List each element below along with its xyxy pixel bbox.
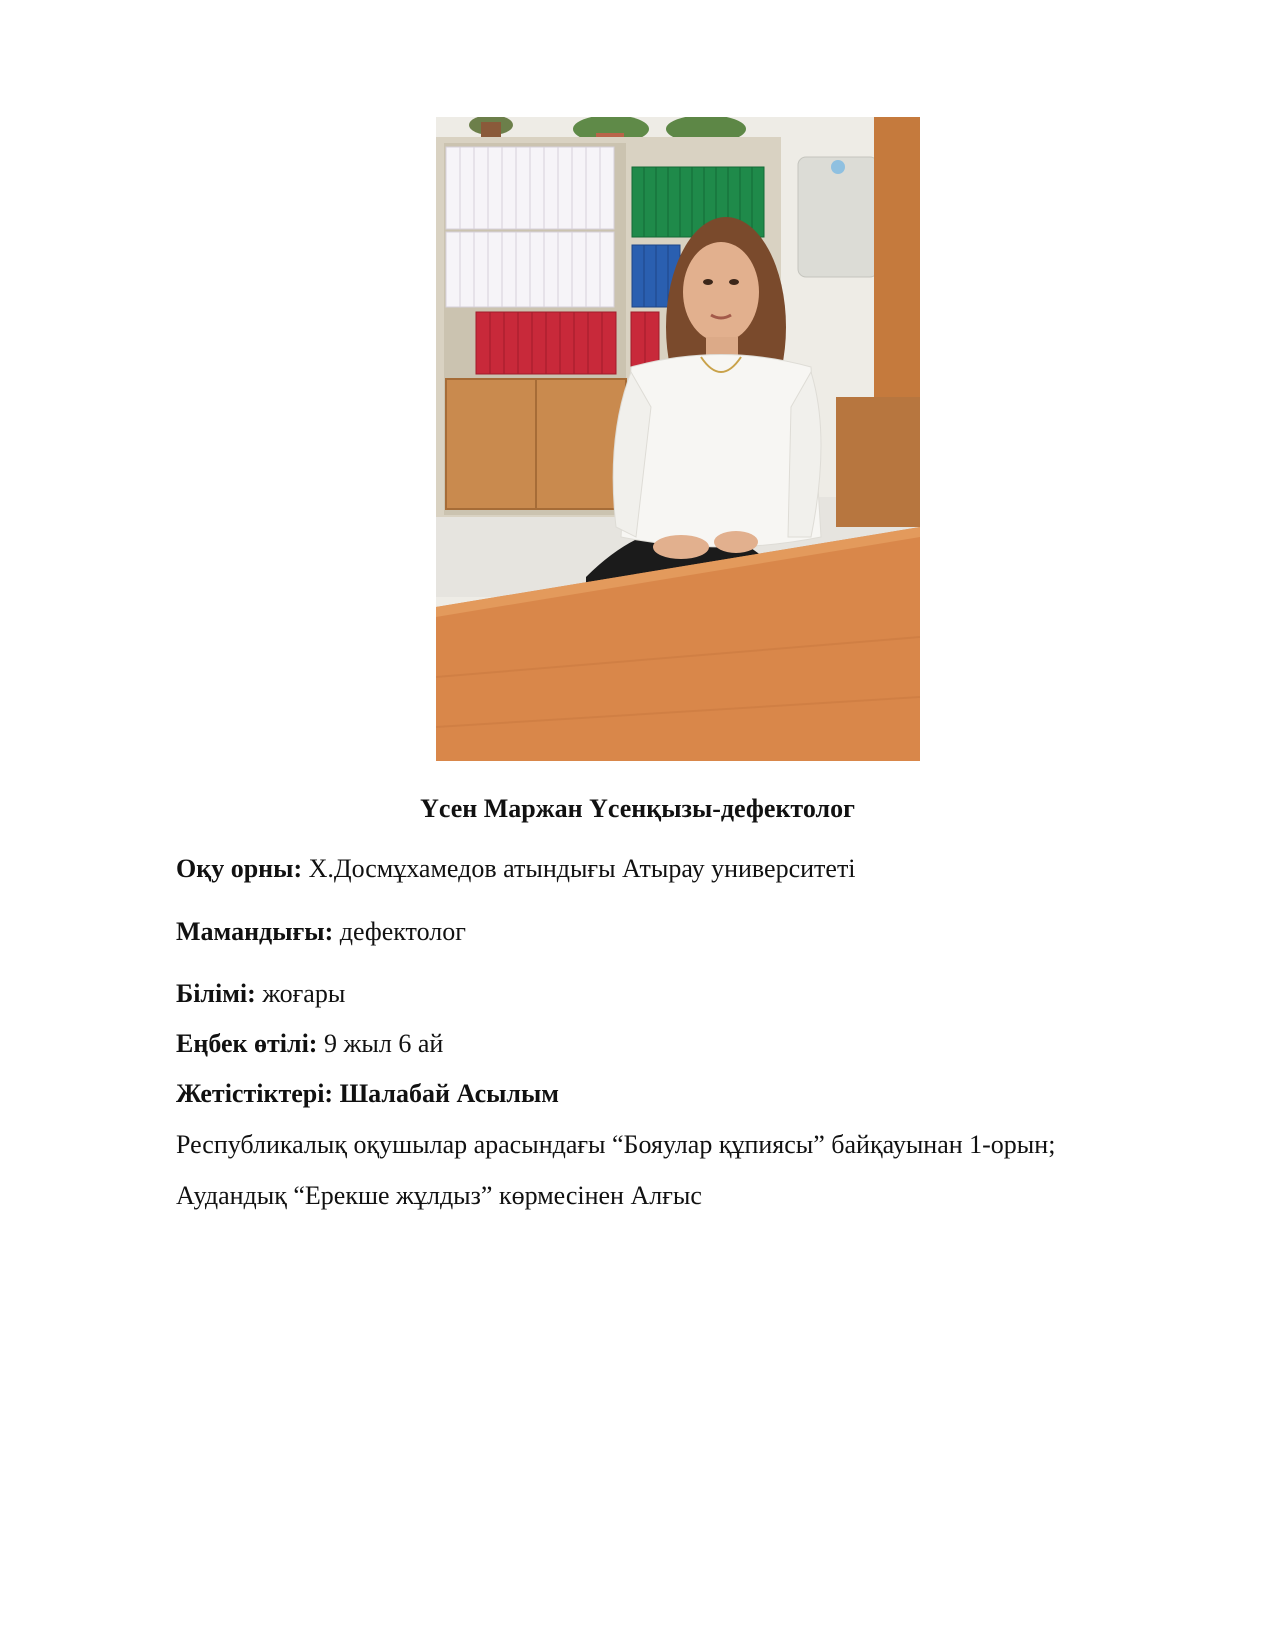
achievements-label: Жетістіктері:: [176, 1079, 334, 1108]
specialty-row: [176, 916, 466, 948]
achievement-item: Республикалық оқушылар арасындағы “Бояулар құпиясы” байқауынан 1-орын;: [176, 1130, 1056, 1159]
page-title: Үсен Маржан Үсенқызы-дефектолог: [420, 794, 855, 823]
study-place-label: Оқу орны:: [176, 854, 303, 883]
study-place-row: [176, 853, 856, 885]
portrait-photo-icon: [436, 117, 920, 761]
specialty-label: Мамандығы:: [176, 917, 334, 946]
achievements-value: Шалабай Асылым: [339, 1079, 560, 1108]
education-value: жоғары: [262, 979, 346, 1008]
achievement-item: Аудандық “Ерекше жұлдыз” көрмесінен Алғыс: [176, 1181, 702, 1210]
profile-photo: [436, 117, 920, 761]
specialty-value: дефектолог: [339, 917, 466, 946]
achievements-row: [176, 1078, 559, 1110]
education-label: Білімі:: [176, 979, 256, 1008]
experience-row: [176, 1028, 443, 1060]
education-row: [176, 978, 345, 1010]
experience-label: Еңбек өтілі:: [176, 1029, 318, 1058]
study-place-value: Х.Досмұхамедов атындығы Атырау университеті: [308, 854, 856, 883]
experience-value: 9 жыл 6 ай: [323, 1029, 444, 1058]
